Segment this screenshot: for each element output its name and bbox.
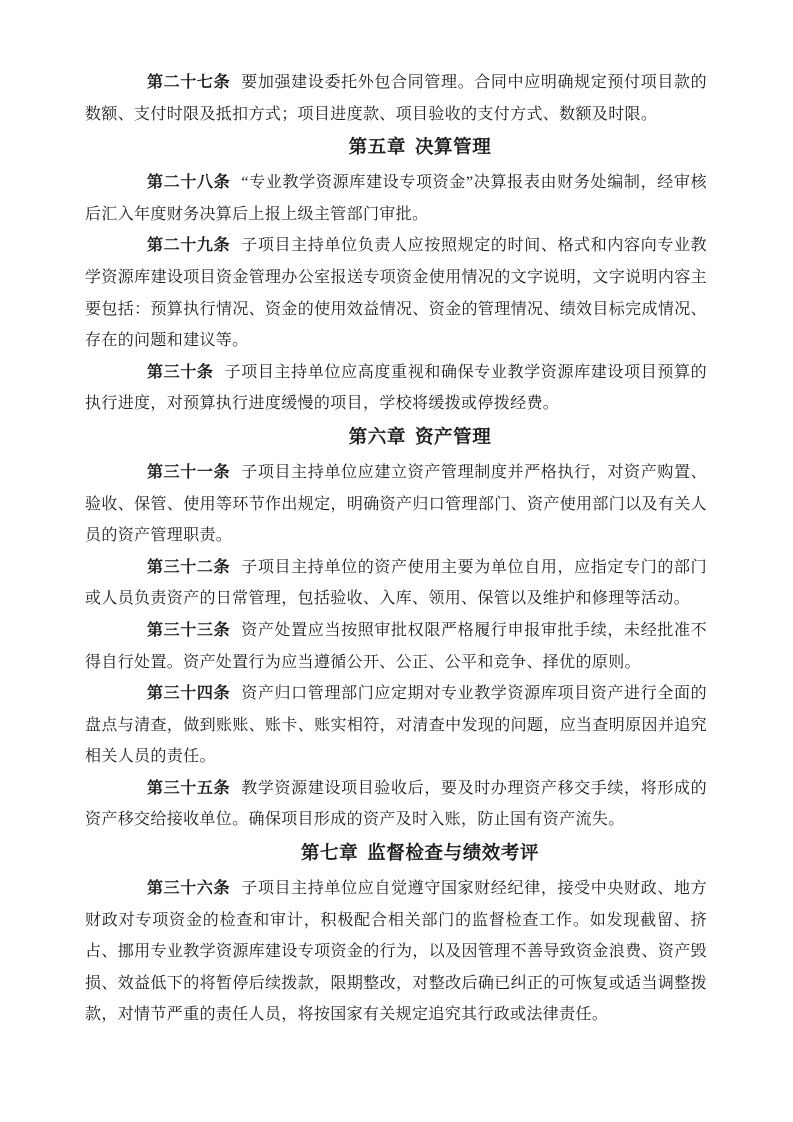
article-number: 第三十一条 — [147, 463, 231, 481]
article-text: 子项目主持单位的资产使用主要为单位自用，应指定专门的部门或人员负责资产的日常管理，包括验收、入库、领用、保管以及维护和修理等活动。 — [85, 558, 707, 608]
article-number: 第三十条 — [147, 363, 214, 381]
article-number: 第三十四条 — [147, 685, 231, 703]
chapter-number: 第六章 — [348, 427, 406, 448]
article-text: 资产归口管理部门应定期对专业教学资源库项目资产进行全面的盘点与清查，做到账账、账卡、账实相符，对清查中发现的问题，应当查明原因并追究相关人员的责任。 — [85, 685, 707, 766]
article-text: 子项目主持单位应高度重视和确保专业教学资源库建设项目预算的执行进度，对预算执行进度缓慢的项目，学校将缓拨或停拨经费。 — [85, 363, 708, 413]
article-number: 第二十七条 — [147, 74, 231, 91]
article-number: 第二十八条 — [147, 174, 231, 192]
article-text: 教学资源建设项目验收后，要及时办理资产移交手续，将形成的资产移交给接收单位。确保项目形成的资产及时入账，防止国有资产流失。 — [85, 779, 707, 829]
article-text: 子项目主持单位应建立资产管理制度并严格执行，对资产购置、验收、保管、使用等环节作出规定，明确资产归口管理部门、资产使用部门以及有关人员的资产管理职责。 — [85, 463, 707, 545]
article-paragraph-35 — [85, 773, 707, 836]
chapter-title: 决算管理 — [414, 138, 492, 159]
chapter-title: 监督检查与绩效考评 — [367, 844, 540, 865]
article-paragraph-30 — [85, 357, 707, 420]
article-number: 第二十九条 — [147, 237, 231, 255]
article-text: 要加强建设委托外包合同管理。合同中应明确规定预付项目款的数额、支付时限及抵扣方式；项目进度款、项目验收的支付方式、数额及时限。 — [85, 74, 707, 123]
chapter-heading-5 — [109, 132, 731, 165]
article-text: 子项目主持单位应自觉遵守国家财经纪律，接受中央财政、地方财政对专项资金的检查和审计，积极配合相关部门的监督检查工作。如发现截留、挤占、挪用专业教学资源库建设专项资金的行为，以及因管理不善导致资金浪费、资产毁损、效益低下的将暂停后续拨款，限期整改，对整改后确已纠正的可恢复或适当调整拨款，对情节严重的责任人员，将按国家有关规定追究其行政或法律责任。 — [85, 880, 707, 1024]
chapter-number: 第七章 — [300, 844, 359, 865]
article-text: “专业教学资源库建设专项资金”决算报表由财务处编制，经审核后汇入年度财务决算后上报上级主管部门审批。 — [85, 174, 707, 223]
chapter-title: 资产管理 — [414, 427, 492, 448]
article-number: 第三十六条 — [147, 880, 231, 898]
article-paragraph-28 — [85, 167, 707, 230]
article-paragraph-36 — [85, 873, 707, 1031]
article-text: 资产处置应当按照审批权限严格履行申报审批手续，未经批准不得自行处置。资产处置行为应当遵循公开、公正、公平和竞争、择优的原则。 — [85, 621, 707, 671]
article-paragraph-31 — [85, 457, 707, 552]
article-text: 子项目主持单位负责人应按照规定的时间、格式和内容向专业教学资源库建设项目资金管理办公室报送专项资金使用情况的文字说明，文字说明内容主要包括：预算执行情况、资金的使用效益情况、资金的管理情况、绩效目标完成情况、存在的问题和建议等。 — [85, 237, 707, 350]
article-number: 第三十五条 — [147, 779, 231, 797]
article-paragraph-32 — [85, 552, 707, 615]
article-paragraph-33 — [85, 615, 707, 678]
article-number: 第三十二条 — [147, 558, 231, 576]
chapter-number: 第五章 — [348, 138, 406, 159]
article-paragraph-29 — [85, 230, 707, 356]
chapter-heading-7 — [109, 838, 731, 871]
article-paragraph-27 — [85, 67, 707, 130]
chapter-heading-6 — [109, 422, 731, 455]
article-paragraph-34 — [85, 678, 707, 773]
article-number: 第三十三条 — [147, 621, 231, 639]
